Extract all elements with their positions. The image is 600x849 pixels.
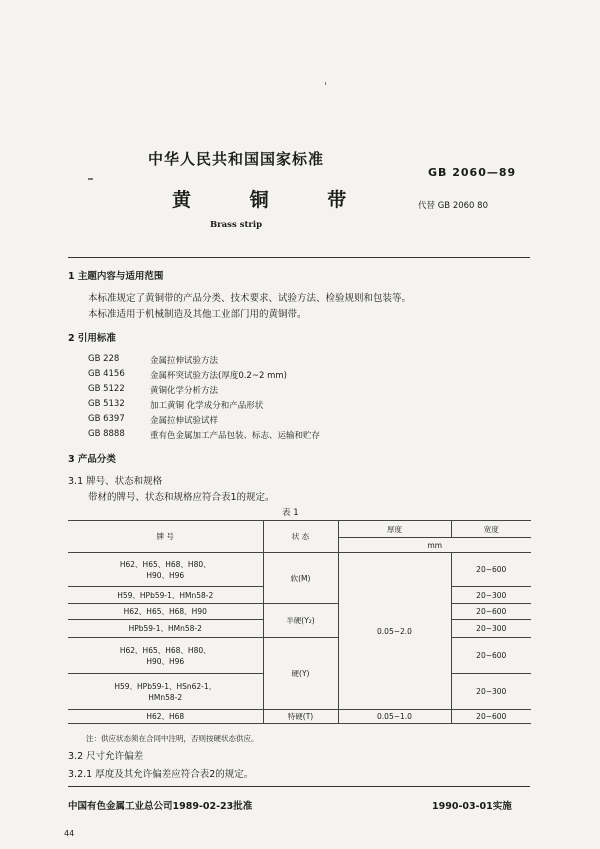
grade-line: H62、H65、H68、H80、 (119, 645, 211, 655)
document-title: 黄 铜 带 (172, 189, 373, 211)
standard-code: GB 2060—89 (428, 166, 517, 179)
footer-divider (68, 786, 530, 787)
width-value: 20~300 (451, 620, 531, 638)
reference-title: 金属拉伸试验方法 (150, 356, 219, 366)
width-value: 20~600 (451, 710, 531, 724)
table-1 (68, 520, 531, 724)
section-3-1-text: 带材的牌号、状态和规格应符合表1的规定。 (88, 492, 275, 503)
section-1-heading: 1 主题内容与适用范围 (68, 271, 164, 282)
reference-code: GB 228 (88, 354, 120, 364)
section-3-heading: 3 产品分类 (68, 454, 116, 465)
table-note: 注：供应状态须在合同中注明，否则按硬状态供应。 (86, 734, 259, 743)
table-caption: 表 1 (282, 508, 299, 518)
effective-date: 1990-03-01实施 (432, 801, 512, 812)
grade-line: H59、HPb59-1、HMn58-2 (117, 590, 214, 600)
reference-title: 重有色金属加工产品包装、标志、运输和贮存 (150, 431, 321, 441)
header-unit: mm (338, 538, 531, 553)
header-width: 宽度 (451, 521, 531, 538)
table-row-grade (68, 553, 263, 587)
section-1-line-1: 本标准规定了黄铜带的产品分类、技术要求、试验方法、检验规则和包装等。 (88, 293, 412, 304)
reference-title: 加工黄铜 化学成分和产品形状 (150, 401, 264, 411)
state-hard: 硬(Y) (263, 638, 338, 710)
replaces-standard: 代替 GB 2060 80 (418, 201, 488, 211)
grade-line: H62、H65、H68、H90 (123, 607, 207, 616)
thickness-main: 0.05~2.0 (338, 553, 451, 710)
grade-line: H59、HPb59-1、HSn62-1、 (114, 681, 217, 691)
english-title: Brass strip (210, 220, 263, 230)
reference-title: 金属拉伸试验试样 (150, 416, 219, 426)
table-row-grade (68, 674, 263, 710)
section-3-2-heading: 3.2 尺寸允许偏差 (68, 751, 144, 762)
width-value: 20~300 (451, 674, 531, 710)
table-row-grade (68, 587, 263, 604)
table-row-grade (68, 604, 263, 620)
grade-line: HPb59-1、HMn58-2 (128, 624, 202, 633)
reference-code: GB 5132 (88, 399, 125, 409)
reference-title: 黄铜化学分析方法 (150, 386, 219, 396)
width-value: 20~300 (451, 587, 531, 604)
reference-code: GB 5122 (88, 384, 125, 394)
table-row-grade (68, 638, 263, 674)
header-state: 状 态 (263, 521, 338, 553)
grade-line: HMn58-2 (148, 692, 183, 702)
scan-speck (88, 178, 93, 180)
section-2-heading: 2 引用标准 (68, 333, 116, 344)
header-divider (68, 257, 530, 258)
page-number: 44 (64, 829, 75, 838)
thickness-extra: 0.05~1.0 (338, 710, 451, 724)
header-thickness: 厚度 (338, 521, 451, 538)
reference-code: GB 6397 (88, 414, 125, 424)
width-value: 20~600 (451, 604, 531, 620)
section-3-1-heading: 3.1 牌号、状态和规格 (68, 476, 163, 487)
standard-title: 中华人民共和国国家标准 (148, 150, 325, 168)
grade-line: H90、H96 (146, 656, 185, 666)
state-soft: 软(M) (263, 553, 338, 604)
table-row-grade (68, 620, 263, 638)
state-half-hard: 半硬(Y₂) (263, 604, 338, 638)
grade-line: H62、H65、H68、H80、 (119, 559, 211, 569)
section-1-line-2: 本标准适用于机械制造及其他工业部门用的黄铜带。 (88, 309, 307, 320)
scan-speck (325, 82, 326, 85)
reference-title: 金属杯突试验方法(厚度0.2~2 mm) (150, 371, 287, 381)
grade-line: H90、H96 (146, 570, 185, 580)
state-extra-hard: 特硬(T) (263, 710, 338, 724)
reference-code: GB 8888 (88, 429, 125, 439)
grade-line: H62、H68 (146, 712, 185, 721)
section-3-2-1-text: 3.2.1 厚度及其允许偏差应符合表2的规定。 (68, 769, 254, 780)
reference-code: GB 4156 (88, 369, 125, 379)
table-row-grade (68, 710, 263, 724)
width-value: 20~600 (451, 638, 531, 674)
header-grade: 牌 号 (68, 521, 263, 553)
width-value: 20~600 (451, 553, 531, 587)
publisher-approval: 中国有色金属工业总公司1989-02-23批准 (68, 801, 253, 812)
